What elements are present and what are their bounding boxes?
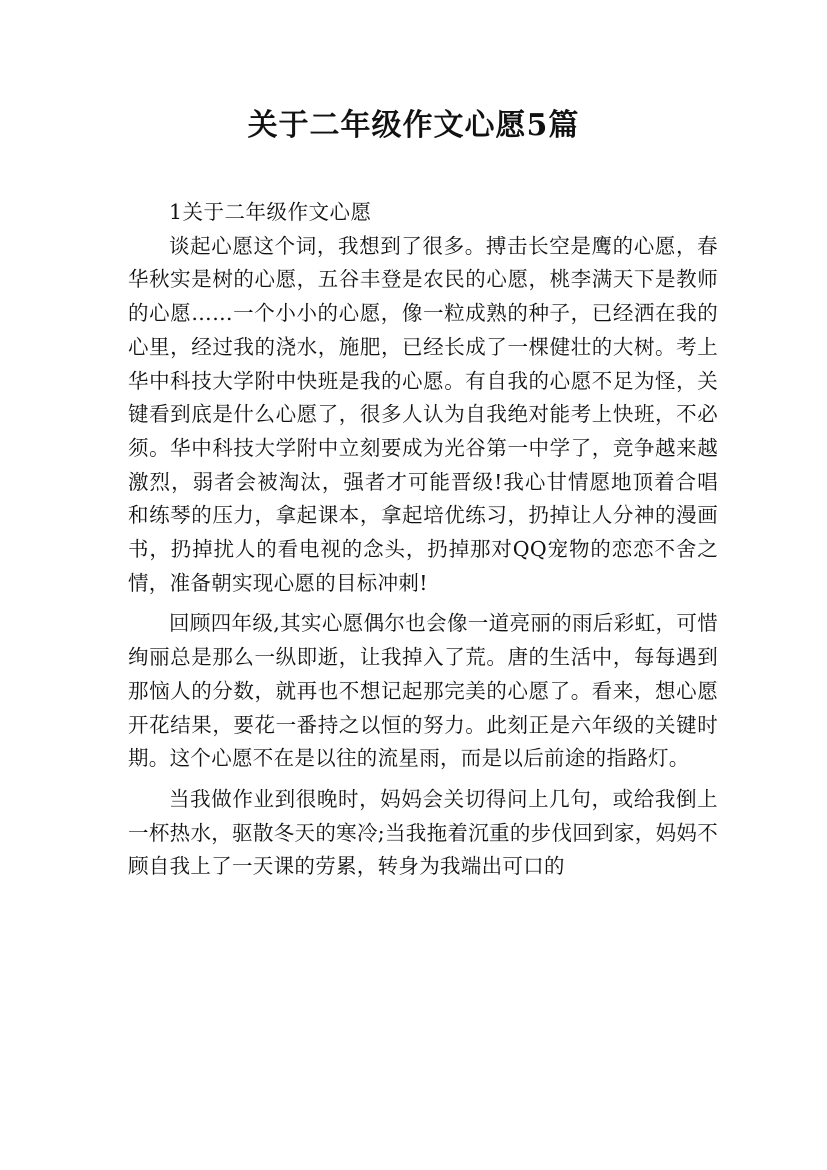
paragraph-1: 谈起心愿这个词，我想到了很多。搏击长空是鹰的心愿，春华秋实是树的心愿，五谷丰登是农民的心愿，桃李满天下是教师的心愿……一个小小的心愿，像一粒成熟的种子，已经洒在我的心里，经过我的浇水，施肥，已经长成了一棵健壮的大树。考上华中科技大学附中快班是我的心愿。有自我的心愿不足为怪，关键看到底是什么心愿了，很多人认为自我绝对能考上快班，不必须。华中科技大学附中立刻要成为光谷第一中学了，竞争越来越激烈，弱者会被淘汰，强者才可能晋级!我心甘情愿地顶着合唱和练琴的压力，拿起课本，拿起培优练习，扔掉让人分神的漫画书，扔掉扰人的看电视的念头，扔掉那对QQ宠物的恋恋不舍之情，准备朝实现心愿的目标冲刺! [128,233,718,595]
paragraph-2: 回顾四年级,其实心愿偶尔也会像一道亮丽的雨后彩虹，可惜绚丽总是那么一纵即逝，让我掉入了荒。唐的生活中，每每遇到那恼人的分数，就再也不想记起那完美的心愿了。看来，想心愿开花结果，要花一番持之以恒的努力。此刻正是六年级的关键时期。这个心愿不在是以往的流星雨，而是以后前途的指路灯。 [128,611,718,771]
paragraph-3: 当我做作业到很晚时，妈妈会关切得问上几句，或给我倒上一杯热水，驱散冬天的寒冷;当我拖着沉重的步伐回到家，妈妈不顾自我上了一天课的劳累，转身为我端出可口的 [128,786,718,879]
document-title: 关于二年级作文心愿5篇 [247,108,580,143]
section-heading: 1关于二年级作文心愿 [169,200,372,224]
document-body [128,196,718,884]
